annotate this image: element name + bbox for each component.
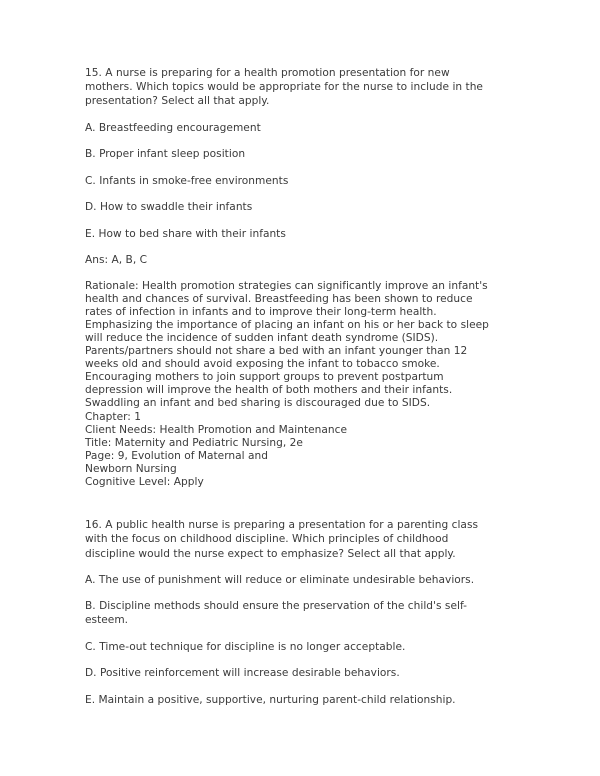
answer-key: Ans: A, B, C (85, 254, 148, 267)
metadata-page: Page: 9, Evolution of Maternal and (85, 449, 268, 462)
metadata-cognitive-level: Cognitive Level: Apply (85, 476, 204, 489)
metadata-chapter: Chapter: 1 (85, 410, 142, 423)
question-stem: 15. A nurse is preparing for a health promotion presentation for new mothers. Which topics would be appropriate for the nurse to include in the presentation? Select all that apply. (85, 67, 483, 108)
option-c: C. Time-out technique for discipline is no longer acceptable. (85, 640, 406, 653)
option-e: E. Maintain a positive, supportive, nurturing parent-child relationship. (85, 693, 456, 706)
option-c: C. Infants in smoke-free environments (85, 174, 289, 187)
question-block-15 (85, 66, 496, 489)
option-d: D. How to swaddle their infants (85, 201, 253, 214)
option-b: B. Proper infant sleep position (85, 148, 246, 161)
option-b: B. Discipline methods should ensure the preservation of the child's self-esteem. (85, 600, 467, 627)
metadata-page-continued: Newborn Nursing (85, 462, 177, 475)
question-stem: 16. A public health nurse is preparing a presentation for a parenting class with the focus on childhood discipline. Which principles of childhood discipline would the nurse expect to emphasize? Select all that apply. (85, 519, 479, 560)
metadata-title: Title: Maternity and Pediatric Nursing, 2e (85, 436, 303, 449)
option-a: A. The use of punishment will reduce or eliminate undesirable behaviors. (85, 573, 475, 586)
option-d: D. Positive reinforcement will increase desirable behaviors. (85, 667, 400, 680)
question-separator (85, 489, 496, 518)
metadata-client-needs: Client Needs: Health Promotion and Maintenance (85, 423, 348, 436)
option-e: E. How to bed share with their infants (85, 227, 286, 240)
question-metadata (85, 411, 496, 490)
option-a: A. Breastfeeding encouragement (85, 121, 261, 134)
question-block-16 (85, 518, 496, 707)
rationale-text: Rationale: Health promotion strategies can significantly improve an infant's health and chances of survival. Breastfeeding has been shown to reduce rates of infection in infants and to improve their long-term health. Emphasizing the importance of placing an infant on his or her back to sleep will reduce the incidence of sudden infant death syndrome (SIDS). Parents/partners should not share a bed with an infant younger than 12 weeks old and should avoid exposing the infant to tobacco smoke. Encouraging mothers to join support groups to prevent postpartum depression will improve the health of both mothers and their infants. Swaddling an infant and bed sharing is discouraged due to SIDS. (85, 279, 489, 410)
